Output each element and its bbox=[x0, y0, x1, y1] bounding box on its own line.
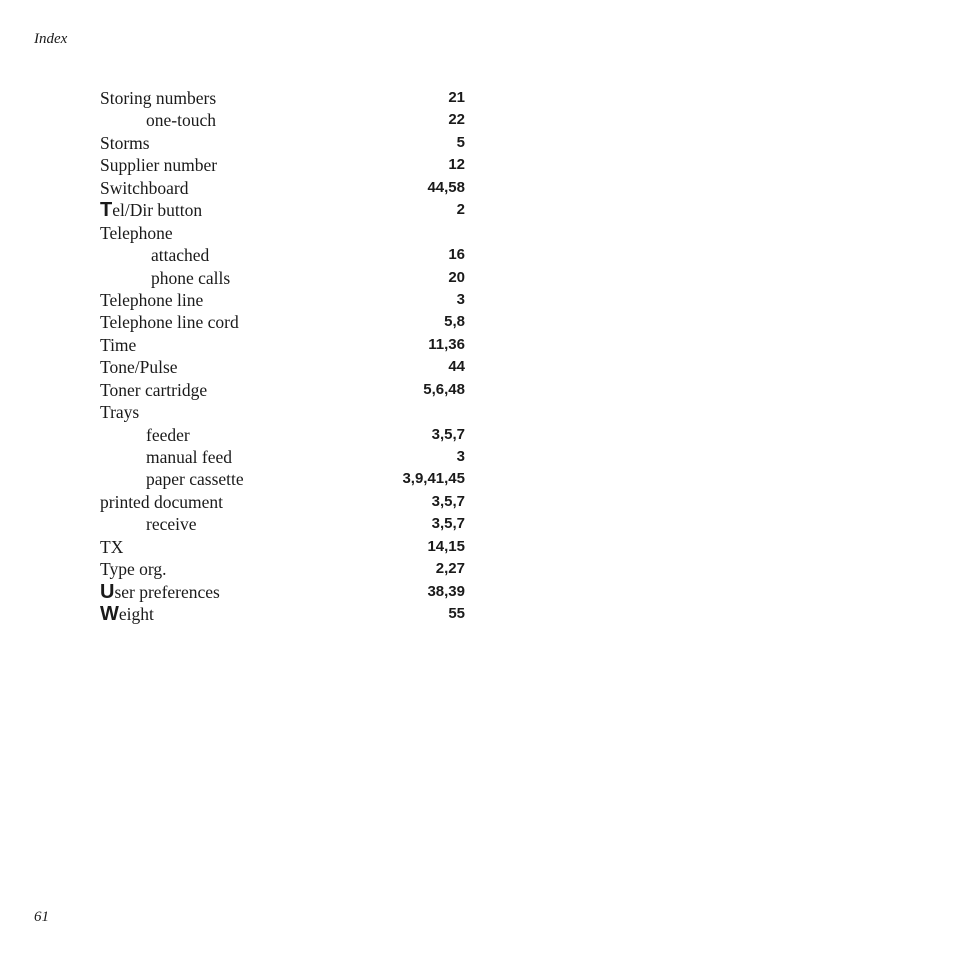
index-subentry bbox=[100, 424, 465, 446]
page-references: 3,9,41,45 bbox=[402, 470, 465, 488]
index-term-text: Toner cartridge bbox=[100, 379, 208, 400]
page-references: 12 bbox=[448, 156, 465, 174]
index-entry bbox=[100, 289, 465, 311]
index-entry bbox=[100, 603, 465, 625]
index-term-text: phone calls bbox=[151, 267, 231, 288]
index-entry bbox=[100, 311, 465, 333]
page-references: 22 bbox=[448, 111, 465, 129]
page-references: 44 bbox=[448, 358, 465, 376]
index-term-text: Telephone line cord bbox=[100, 312, 239, 333]
index-term bbox=[100, 536, 123, 558]
index-term-text: eight bbox=[118, 604, 154, 625]
index-term-text: manual feed bbox=[146, 447, 232, 467]
index-term bbox=[146, 468, 244, 490]
index-entry bbox=[100, 401, 465, 423]
index-entry bbox=[100, 581, 465, 603]
index-term bbox=[151, 267, 230, 289]
index-entry bbox=[100, 356, 465, 378]
index-term bbox=[100, 311, 239, 333]
page-references: 38,39 bbox=[427, 582, 465, 600]
index-term bbox=[146, 424, 190, 446]
index-term-text: Trays bbox=[100, 402, 140, 423]
index-term-text: one-touch bbox=[146, 110, 216, 131]
index-subentry bbox=[100, 446, 465, 468]
page-number: 61 bbox=[34, 909, 49, 925]
index-term-text: Telephone bbox=[100, 222, 173, 243]
index-term bbox=[100, 491, 223, 513]
page-references: 44,58 bbox=[427, 178, 465, 196]
index-term-text: Storms bbox=[100, 132, 150, 153]
page-references: 14,15 bbox=[427, 537, 465, 555]
index-term-text: printed document bbox=[100, 491, 223, 512]
page-references: 5,6,48 bbox=[423, 380, 465, 398]
page-references: 3 bbox=[456, 448, 465, 465]
index-term bbox=[100, 334, 136, 356]
index-term bbox=[100, 401, 139, 423]
page-references: 3 bbox=[456, 290, 465, 308]
index-term bbox=[100, 199, 202, 221]
page-references: 20 bbox=[448, 268, 465, 286]
index-subentry bbox=[100, 244, 465, 266]
page-references: 5 bbox=[456, 133, 465, 151]
index-term bbox=[100, 289, 203, 311]
page-references: 55 bbox=[448, 605, 465, 623]
index-term bbox=[146, 446, 232, 468]
index-entry bbox=[100, 199, 465, 221]
index-term bbox=[100, 581, 220, 603]
index-term bbox=[100, 356, 178, 378]
index-term bbox=[100, 379, 207, 401]
index-entry bbox=[100, 379, 465, 401]
index-term-text: Switchboard bbox=[100, 177, 189, 198]
index-subentry bbox=[100, 513, 465, 535]
index-term-text: feeder bbox=[146, 424, 190, 445]
index-entry bbox=[100, 334, 465, 356]
index-term-text: TX bbox=[100, 536, 124, 557]
index-term bbox=[100, 132, 150, 154]
page-references: 2 bbox=[456, 201, 465, 219]
section-initial: T bbox=[100, 199, 113, 222]
page-references: 3,5,7 bbox=[431, 515, 465, 533]
index-entry bbox=[100, 222, 465, 244]
index-term bbox=[100, 222, 173, 244]
index-subentry bbox=[100, 468, 465, 490]
running-head: Index bbox=[34, 31, 68, 47]
section-initial: U bbox=[100, 580, 115, 603]
index-term bbox=[146, 109, 216, 131]
index-entry bbox=[100, 87, 465, 109]
index-term-text: Storing numbers bbox=[100, 88, 217, 108]
page-references: 21 bbox=[448, 89, 465, 106]
index-subentry bbox=[100, 109, 465, 131]
page-references: 11,36 bbox=[428, 335, 465, 353]
index-term bbox=[146, 513, 197, 535]
index-term-text: Tone/Pulse bbox=[100, 357, 178, 378]
index-entry bbox=[100, 154, 465, 176]
index-entry bbox=[100, 132, 465, 154]
index-entry bbox=[100, 536, 465, 558]
index-subentry bbox=[100, 267, 465, 289]
section-initial: W bbox=[100, 603, 119, 626]
index-term bbox=[100, 87, 216, 109]
index-term-text: Type org. bbox=[100, 559, 167, 580]
index-term bbox=[100, 154, 217, 176]
index-entry bbox=[100, 491, 465, 513]
index-term-text: ser preferences bbox=[114, 581, 220, 602]
index-term bbox=[100, 603, 154, 625]
page-references: 2,27 bbox=[435, 560, 465, 578]
index-term-text: el/Dir button bbox=[112, 200, 203, 221]
page-references: 3,5,7 bbox=[431, 492, 465, 510]
index-term bbox=[151, 244, 209, 266]
index-term bbox=[100, 558, 167, 580]
index-term-text: attached bbox=[151, 245, 210, 266]
index-term-text: receive bbox=[146, 514, 197, 535]
page-references: 5,8 bbox=[444, 313, 465, 331]
index-term-text: Time bbox=[100, 334, 137, 355]
index-term-text: paper cassette bbox=[146, 469, 244, 490]
page-references: 3,5,7 bbox=[431, 425, 465, 443]
index-entry bbox=[100, 558, 465, 580]
page-references: 16 bbox=[448, 246, 465, 264]
index-term bbox=[100, 177, 188, 199]
index-entry bbox=[100, 177, 465, 199]
index-term-text: Supplier number bbox=[100, 155, 218, 176]
index-term-text: Telephone line bbox=[100, 289, 204, 310]
index-list bbox=[100, 87, 465, 626]
